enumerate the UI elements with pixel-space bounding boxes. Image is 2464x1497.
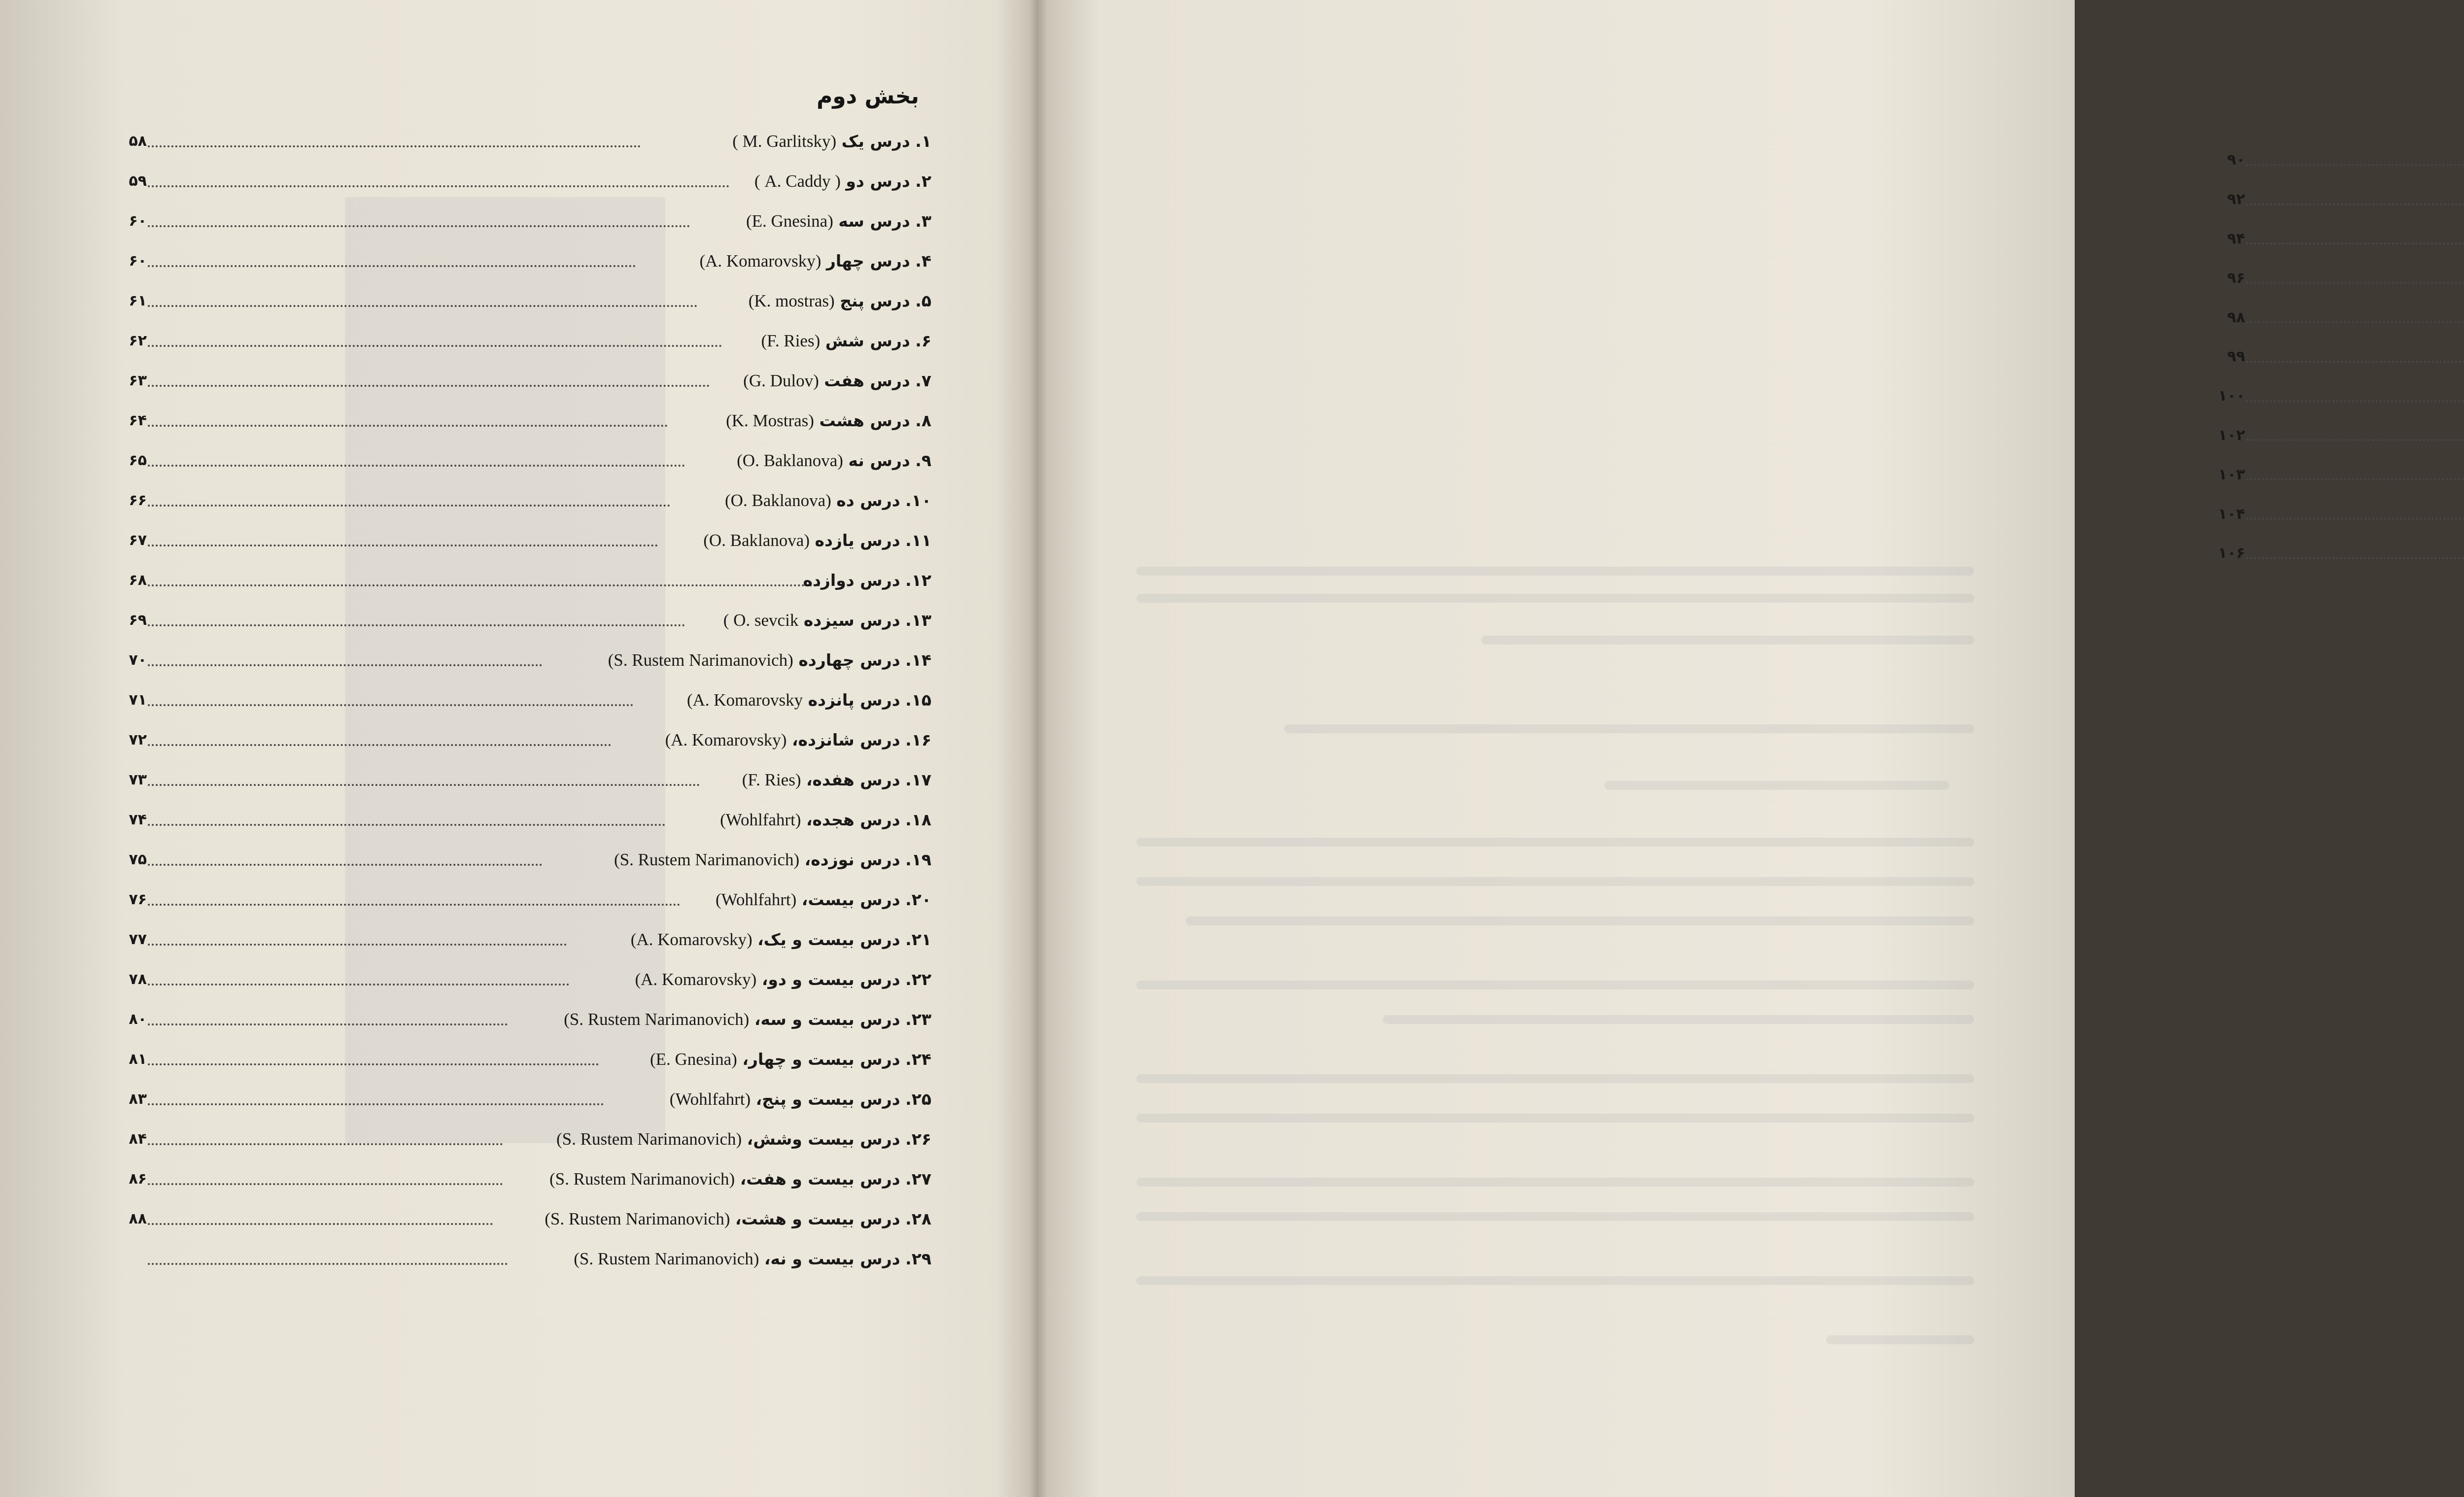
toc-page-number: ۹۴ <box>2227 230 2245 247</box>
toc-entry <box>129 640 931 680</box>
toc-entry-number: ۲۰. <box>905 889 931 909</box>
toc-page-number: ۶۶ <box>129 492 147 509</box>
toc-entry <box>2227 298 2464 337</box>
toc-page-number: ۷۶ <box>129 891 147 908</box>
toc-page-number: ۷۲ <box>129 731 147 748</box>
toc-entry <box>129 959 931 999</box>
toc-leader-dots <box>2246 555 2464 559</box>
toc-entry-text <box>631 930 931 950</box>
toc-leader-dots <box>2246 280 2464 284</box>
toc-entry-text <box>726 411 931 431</box>
toc-entry-title: درس چهارده <box>798 650 900 670</box>
toc-list-right <box>2218 140 2464 573</box>
toc-entry-text <box>761 331 931 351</box>
toc-page-number: ۷۷ <box>129 931 147 948</box>
toc-entry <box>2227 219 2464 259</box>
toc-entry-number: ۲۵. <box>905 1089 931 1109</box>
toc-leader-dots <box>148 702 633 706</box>
toc-entry-text <box>549 1169 931 1189</box>
toc-leader-dots <box>148 662 542 666</box>
toc-page-number: ۸۰ <box>129 1011 147 1028</box>
toc-entry <box>129 720 931 760</box>
toc-entry-author: (O. Baklanova) <box>725 490 831 510</box>
toc-entry <box>129 321 931 361</box>
toc-entry-text <box>803 571 931 590</box>
toc-entry-number: ۲۴. <box>905 1049 931 1069</box>
toc-entry-text <box>650 1050 931 1069</box>
toc-entry <box>2227 180 2464 219</box>
toc-entry-text <box>725 491 931 510</box>
show-through-text <box>1136 877 1974 886</box>
toc-entry-text <box>749 291 931 311</box>
toc-entry-title: درس بیست و سه، <box>754 1009 900 1029</box>
toc-entry-title: درس دو <box>846 171 910 191</box>
toc-entry-number: ۲۷. <box>905 1169 931 1189</box>
toc-page-number: ۶۰ <box>129 212 147 230</box>
toc-entry-author: (Wohlfahrt) <box>720 810 801 829</box>
toc-entry-author: (K. mostras) <box>748 291 835 310</box>
toc-leader-dots <box>148 782 700 786</box>
toc-entry-text <box>614 850 931 870</box>
toc-entry-author: (A. Komarovsky) <box>699 251 821 271</box>
toc-leader-dots <box>2246 202 2464 205</box>
toc-page-number: ۹۸ <box>2227 308 2245 326</box>
toc-entry-number: ۲۸. <box>905 1209 931 1228</box>
toc-entry-author: (E. Gnesina) <box>746 211 833 231</box>
toc-entry-author: (S. Rustem Narimanovich) <box>549 1169 735 1189</box>
toc-entry <box>129 281 931 321</box>
toc-leader-dots <box>148 1221 493 1225</box>
toc-page-number: ۶۹ <box>129 612 147 629</box>
toc-leader-dots <box>148 423 668 427</box>
toc-entry-author: (A. Komarovsky) <box>635 969 757 989</box>
toc-entry-text <box>720 810 931 830</box>
show-through-text <box>1136 567 1974 576</box>
toc-leader-dots <box>148 543 658 546</box>
toc-page-number: ۶۱ <box>129 292 147 309</box>
toc-entry-number: ۱۱. <box>905 530 931 550</box>
show-through-text <box>1605 781 1950 790</box>
toc-leader-dots <box>148 1181 503 1185</box>
toc-entry-author: (Wohlfahrt) <box>669 1089 751 1109</box>
toc-page-number: ۷۰ <box>129 651 147 669</box>
toc-page-number: ۷۳ <box>129 771 147 788</box>
toc-entry-title: درس بیست و نه، <box>764 1249 900 1268</box>
toc-entry <box>2218 455 2464 494</box>
toc-leader-dots <box>148 1061 599 1065</box>
toc-page-number: ۱۰۶ <box>2218 544 2245 562</box>
toc-entry-title: درس شش <box>825 331 910 350</box>
toc-page-number: ۷۵ <box>129 851 147 868</box>
toc-entry-number: ۱۵. <box>905 690 931 710</box>
toc-entry-text <box>670 1089 931 1109</box>
toc-page-number: ۷۱ <box>129 691 147 709</box>
toc-entry <box>129 1199 931 1239</box>
toc-entry-title: درس چهار <box>826 251 910 271</box>
toc-page-number: ۸۳ <box>129 1090 147 1108</box>
toc-entry <box>129 1039 931 1079</box>
toc-entry <box>129 241 931 281</box>
toc-leader-dots <box>148 1141 503 1145</box>
toc-page-number: ۶۵ <box>129 452 147 469</box>
toc-page-number: ۱۰۰ <box>2218 387 2245 405</box>
toc-leader-dots <box>148 582 821 586</box>
toc-entry-text <box>545 1209 931 1229</box>
toc-entry <box>2218 416 2464 455</box>
toc-entry-text <box>556 1129 931 1149</box>
toc-entry <box>2218 534 2464 573</box>
toc-entry-title: درس ده <box>836 490 900 510</box>
toc-entry-author: (S. Rustem Narimanovich) <box>545 1209 730 1228</box>
toc-entry-text <box>746 211 931 231</box>
show-through-text <box>1136 1178 1974 1187</box>
toc-entry-title: درس هفده، <box>806 770 900 789</box>
toc-entry-title: درس بیست و هشت، <box>735 1209 900 1228</box>
toc-page-number: ۹۲ <box>2227 191 2245 208</box>
show-through-text <box>1383 1015 1974 1024</box>
toc-entry-number: ۲۹. <box>905 1249 931 1268</box>
toc-entry-author: (Wohlfahrt) <box>715 889 797 909</box>
toc-entry-number: ۶. <box>915 331 931 350</box>
toc-entry-author: ( M. Garlitsky) <box>732 131 837 151</box>
toc-entry-title: درس بیست و چهار، <box>742 1049 900 1069</box>
toc-page-number: ۸۶ <box>129 1170 147 1188</box>
toc-entry <box>2218 494 2464 534</box>
show-through-text <box>1826 1335 1974 1344</box>
toc-entry-number: ۱۸. <box>905 810 931 829</box>
toc-entry <box>129 441 931 480</box>
toc-entry-number: ۱۷. <box>905 770 931 789</box>
toc-entry <box>2227 140 2464 180</box>
toc-entry-title: درس دوازده <box>803 570 900 590</box>
toc-entry-number: ۹. <box>915 450 931 470</box>
toc-page-number: ۱۰۴ <box>2218 505 2245 523</box>
toc-entry <box>129 1159 931 1199</box>
toc-entry <box>129 1079 931 1119</box>
toc-entry-title: درس یک <box>841 131 910 151</box>
toc-page-number: ۶۷ <box>129 532 147 549</box>
toc-page-number: ۶۲ <box>129 332 147 349</box>
toc-page-number: ۸۴ <box>129 1130 147 1148</box>
toc-entry-author: (O. Baklanova) <box>703 530 810 550</box>
toc-leader-dots <box>148 263 636 267</box>
toc-entry-author: (A. Komarovsky) <box>630 929 753 949</box>
toc-entry-number: ۲۱. <box>905 929 931 949</box>
toc-entry-text <box>732 132 931 151</box>
toc-entry-text <box>742 770 931 790</box>
toc-entry-number: ۲. <box>915 171 931 191</box>
show-through-text <box>1136 1114 1974 1123</box>
toc-entry-text <box>635 970 931 989</box>
toc-page-number: ۷۸ <box>129 971 147 988</box>
toc-entry-number: ۳. <box>915 211 931 231</box>
toc-entry-text <box>743 371 931 391</box>
toc-page-number: ۹۶ <box>2227 269 2245 287</box>
toc-leader-dots <box>148 303 697 307</box>
toc-leader-dots <box>2246 398 2464 402</box>
toc-entry <box>129 161 931 201</box>
toc-page-number: ۱۰۲ <box>2218 426 2245 444</box>
toc-entry-title: درس بیست و هفت، <box>740 1169 900 1189</box>
toc-leader-dots <box>148 383 710 387</box>
toc-leader-dots <box>148 183 729 187</box>
toc-entry-title: درس سه <box>838 211 910 231</box>
show-through-text <box>1481 636 1974 645</box>
toc-entry-author: (A. Komarovsky) <box>665 730 787 749</box>
toc-entry-number: ۱۲. <box>905 570 931 590</box>
toc-entry-title: درس پنج <box>840 291 910 310</box>
toc-entry-title: درس بیست و پنج، <box>755 1089 900 1109</box>
toc-leader-dots <box>148 622 685 626</box>
toc-leader-dots <box>2246 319 2464 323</box>
toc-entry-text <box>737 451 931 471</box>
toc-entry-author: (E. Gnesina) <box>650 1049 737 1069</box>
show-through-text <box>1136 1074 1974 1083</box>
toc-entry-author: (F. Ries) <box>742 770 801 789</box>
toc-entry-text <box>564 1010 931 1029</box>
toc-entry-title: درس بیست، <box>801 889 900 909</box>
toc-entry-author: (S. Rustem Narimanovich) <box>608 650 793 670</box>
show-through-text <box>1136 1212 1974 1221</box>
toc-leader-dots <box>148 902 680 906</box>
toc-entry-author: (A. Komarovsky <box>686 690 803 710</box>
toc-entry <box>129 880 931 919</box>
toc-list-left <box>129 121 931 1279</box>
toc-page-number: ۹۰ <box>2227 151 2245 169</box>
toc-page-number: ۷۴ <box>129 811 147 828</box>
toc-entry-title: درس نوزده، <box>804 850 900 869</box>
toc-leader-dots <box>2246 476 2464 480</box>
toc-leader-dots <box>148 463 685 467</box>
show-through-text <box>1284 724 1974 733</box>
toc-entry-text <box>699 251 931 271</box>
toc-leader-dots <box>148 503 670 507</box>
toc-entry-author: ( O. sevcik <box>723 610 799 630</box>
toc-leader-dots <box>148 1101 604 1105</box>
toc-entry-number: ۴. <box>915 251 931 271</box>
toc-entry-title: درس یازده <box>815 530 900 550</box>
right-page <box>1038 0 2245 1497</box>
toc-leader-dots <box>148 1261 508 1265</box>
toc-entry <box>129 999 931 1039</box>
toc-entry-number: ۷. <box>915 371 931 390</box>
toc-entry-author: (S. Rustem Narimanovich) <box>556 1129 742 1149</box>
toc-page-number: ۶۳ <box>129 372 147 389</box>
toc-entry-number: ۱۹. <box>905 850 931 869</box>
toc-page-number: ۶۰ <box>129 252 147 270</box>
toc-leader-dots <box>148 862 542 866</box>
toc-entry-title: درس هجده، <box>806 810 900 829</box>
toc-leader-dots <box>2246 437 2464 441</box>
toc-page-number: ۸۱ <box>129 1051 147 1068</box>
toc-entry <box>129 1119 931 1159</box>
toc-entry <box>129 201 931 241</box>
toc-entry-author: (S. Rustem Narimanovich) <box>564 1009 750 1029</box>
toc-entry-author: (G. Dulov) <box>743 371 819 390</box>
toc-entry-text <box>703 531 931 550</box>
toc-entry-author: (O. Baklanova) <box>737 450 843 470</box>
toc-entry-text <box>716 890 931 910</box>
toc-entry <box>129 840 931 880</box>
toc-entry <box>148 1239 931 1279</box>
toc-entry-number: ۸. <box>915 410 931 430</box>
toc-entry-number: ۱۴. <box>905 650 931 670</box>
toc-page-number: ۸۸ <box>129 1210 147 1227</box>
toc-entry-number: ۲۲. <box>905 969 931 989</box>
toc-leader-dots <box>148 1021 508 1025</box>
toc-entry <box>129 760 931 800</box>
toc-page-number: ۱۰۳ <box>2218 466 2245 483</box>
toc-entry-author: (S. Rustem Narimanovich) <box>614 850 800 869</box>
toc-entry <box>129 121 931 161</box>
show-through-text <box>1136 981 1974 989</box>
toc-entry-text <box>665 730 931 750</box>
show-through-text <box>1136 838 1974 847</box>
toc-leader-dots <box>2246 240 2464 244</box>
toc-entry <box>129 800 931 840</box>
toc-entry-number: ۱۰. <box>905 490 931 510</box>
toc-entry <box>129 919 931 959</box>
toc-leader-dots <box>148 143 641 147</box>
toc-page-number: ۶۴ <box>129 412 147 429</box>
toc-entry-title: درس بیست وشش، <box>747 1129 900 1149</box>
toc-entry <box>129 480 931 520</box>
show-through-text <box>1136 594 1974 603</box>
toc-entry-number: ۲۶. <box>905 1129 931 1149</box>
section-title: بخش دوم <box>817 84 919 109</box>
toc-entry-title: درس بیست و دو، <box>761 969 900 989</box>
toc-entry <box>129 560 931 600</box>
toc-leader-dots <box>2246 162 2464 166</box>
toc-entry-author: ( A. Caddy ) <box>754 171 841 191</box>
toc-entry-title: درس هشت <box>819 410 910 430</box>
show-through-text <box>1186 917 1974 925</box>
toc-leader-dots <box>148 223 690 227</box>
toc-entry-number: ۵. <box>915 291 931 310</box>
toc-entry-title: درس نه <box>848 450 910 470</box>
toc-leader-dots <box>148 982 569 986</box>
toc-entry-title: درس شانزده، <box>791 730 900 749</box>
toc-entry <box>129 520 931 560</box>
toc-leader-dots <box>2246 359 2464 363</box>
toc-page-number: ۵۹ <box>129 172 147 190</box>
toc-entry-text <box>608 650 931 670</box>
toc-entry-number: ۱۶. <box>905 730 931 749</box>
toc-entry-title: درس سیزده <box>803 610 900 630</box>
toc-entry-text <box>574 1249 931 1269</box>
toc-entry-text <box>723 611 931 630</box>
toc-entry-number: ۱. <box>915 131 931 151</box>
toc-entry <box>2227 258 2464 298</box>
toc-entry-number: ۲۳. <box>905 1009 931 1029</box>
toc-entry-author: (K. Mostras) <box>726 410 814 430</box>
toc-page-number: ۹۹ <box>2227 348 2245 366</box>
toc-entry-title: درس پانزده <box>808 690 900 710</box>
toc-entry <box>129 361 931 401</box>
left-page <box>0 0 1030 1497</box>
toc-leader-dots <box>148 343 722 347</box>
toc-entry-text <box>754 171 931 191</box>
toc-leader-dots <box>2246 516 2464 520</box>
toc-entry <box>129 600 931 640</box>
toc-entry-title: درس بیست و یک، <box>757 929 900 949</box>
toc-entry <box>2218 376 2464 416</box>
show-through-text <box>1136 1276 1974 1285</box>
toc-entry-title: درس هفت <box>824 371 910 390</box>
toc-entry-text <box>687 690 931 710</box>
toc-leader-dots <box>148 942 567 946</box>
toc-entry-author: (S. Rustem Narimanovich) <box>574 1249 759 1268</box>
toc-entry <box>129 680 931 720</box>
toc-page-number: ۵۸ <box>129 133 147 150</box>
toc-entry <box>129 401 931 441</box>
toc-leader-dots <box>148 822 665 826</box>
toc-entry-number: ۱۳. <box>905 610 931 630</box>
toc-page-number: ۶۸ <box>129 572 147 589</box>
toc-leader-dots <box>148 742 611 746</box>
toc-entry <box>2227 337 2464 376</box>
toc-entry-author: (F. Ries) <box>761 331 821 350</box>
